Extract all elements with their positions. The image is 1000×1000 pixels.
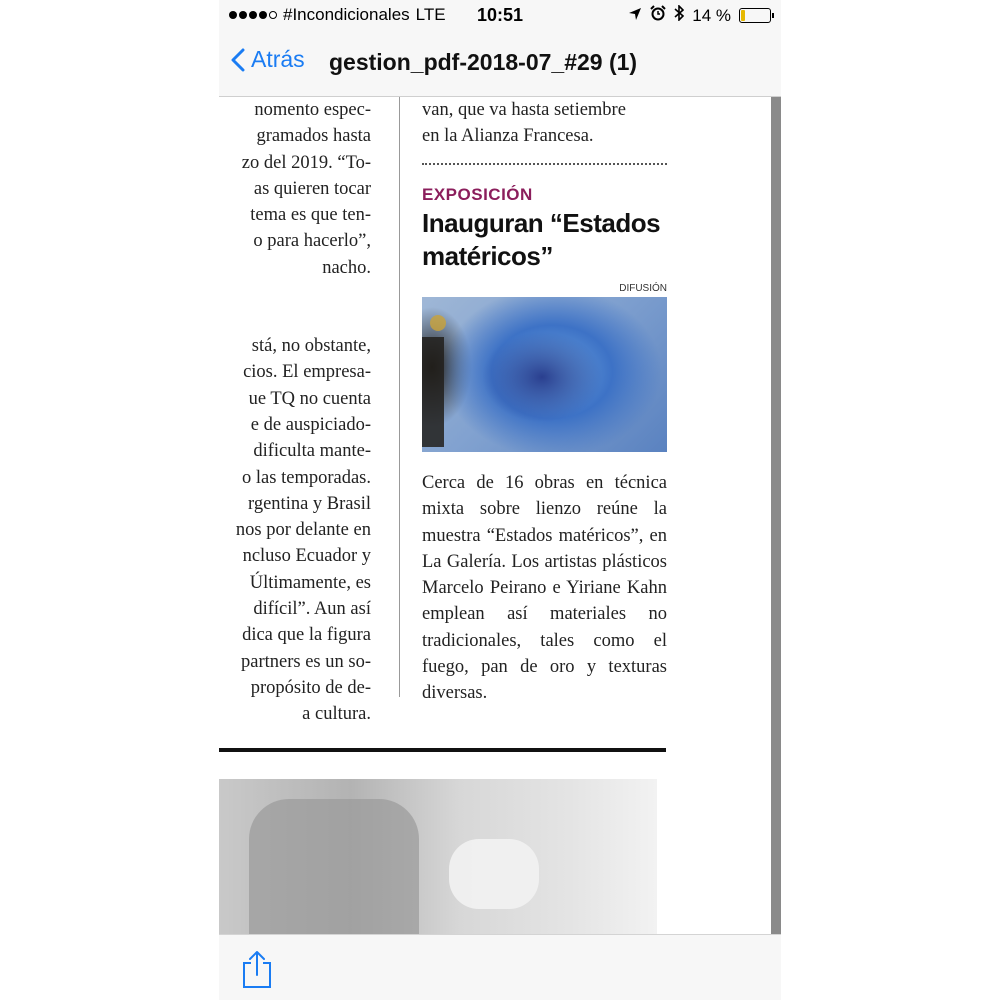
page-edge-shadow: [771, 97, 781, 934]
status-time: 10:51: [476, 5, 524, 25]
text-line: nos por delante en: [235, 520, 371, 541]
text-line: cios. El empresa-: [243, 362, 371, 383]
text-line: e de auspiciado-: [250, 414, 371, 435]
text-line: stá, no obstante,: [251, 336, 371, 357]
status-right: [628, 5, 771, 26]
network-type: LTE: [415, 5, 446, 24]
text-line: ue TQ no cuenta: [248, 388, 371, 409]
text-line: o para hacerlo”,: [253, 231, 371, 252]
text-line: nomento espec-: [254, 100, 371, 120]
carrier-name: #Incondicionales: [283, 5, 410, 24]
text-line: propósito de de-: [250, 677, 371, 698]
text-line: tema es que ten-: [250, 205, 371, 226]
article-right-column: [422, 97, 667, 707]
artwork-photo: [422, 297, 667, 452]
headline-line: Inauguran “Estados: [422, 208, 661, 238]
share-icon: [241, 949, 273, 989]
headline-line: matéricos”: [422, 241, 553, 271]
battery-level: [741, 10, 745, 21]
column-divider: [399, 97, 400, 697]
share-button[interactable]: [241, 949, 273, 994]
text-line: dificulta mante-: [253, 441, 371, 462]
article-body: Cerca de 16 obras en técnica mixta sobre lienzo reúne la muestra “Estados matéricos”, en La Galería. Los artistas plásticos Marcelo Peirano e Yiriane Kahn emplean así materiales no tradicionales, tales como el fuego, pan de oro y texturas diversas.: [422, 473, 667, 704]
navigation-bar: [219, 32, 781, 97]
text-line: zo del 2019. “To-: [241, 152, 371, 173]
text-line: difícil”. Aun así: [253, 599, 371, 620]
phone-screen: [219, 0, 781, 1000]
text-line: Últimamente, es: [249, 572, 371, 593]
back-label: Atrás: [251, 46, 305, 72]
bottom-toolbar: [219, 934, 781, 1000]
text-line: gramados hasta: [256, 126, 371, 147]
location-arrow-icon: [628, 6, 642, 26]
bottom-photo: [219, 779, 657, 934]
photo-credit: DIFUSIÓN: [619, 283, 667, 294]
text-line: dica que la figura: [242, 625, 371, 646]
article-headline: [422, 207, 667, 273]
document-title: gestion_pdf-2018-07_#29 (1): [329, 49, 638, 75]
text-line: en la Alianza Francesa.: [422, 126, 594, 146]
text-line: o las temporadas.: [242, 467, 371, 488]
left-column-top: [219, 97, 371, 281]
text-line: a cultura.: [302, 704, 371, 725]
battery-icon: [739, 8, 771, 23]
pdf-page[interactable]: [219, 97, 771, 934]
section-rule: [219, 748, 666, 752]
alarm-icon: [650, 5, 666, 26]
bluetooth-icon: [674, 5, 684, 26]
dotted-separator: [422, 163, 667, 165]
text-line: rgentina y Brasil: [248, 493, 371, 514]
status-bar: [219, 0, 781, 32]
battery-percent: 14 %: [692, 5, 731, 25]
left-column-bottom: [219, 333, 371, 727]
chevron-left-icon: [231, 48, 245, 72]
text-line: van, que va hasta setiembre: [422, 100, 626, 120]
section-kicker: EXPOSICIÓN: [422, 185, 533, 204]
text-line: as quieren tocar: [253, 178, 371, 199]
text-line: nacho.: [322, 257, 371, 278]
text-line: partners es un so-: [241, 651, 371, 672]
text-line: ncluso Ecuador y: [242, 546, 371, 567]
article-left-column: [219, 97, 371, 728]
back-button[interactable]: [231, 46, 305, 73]
